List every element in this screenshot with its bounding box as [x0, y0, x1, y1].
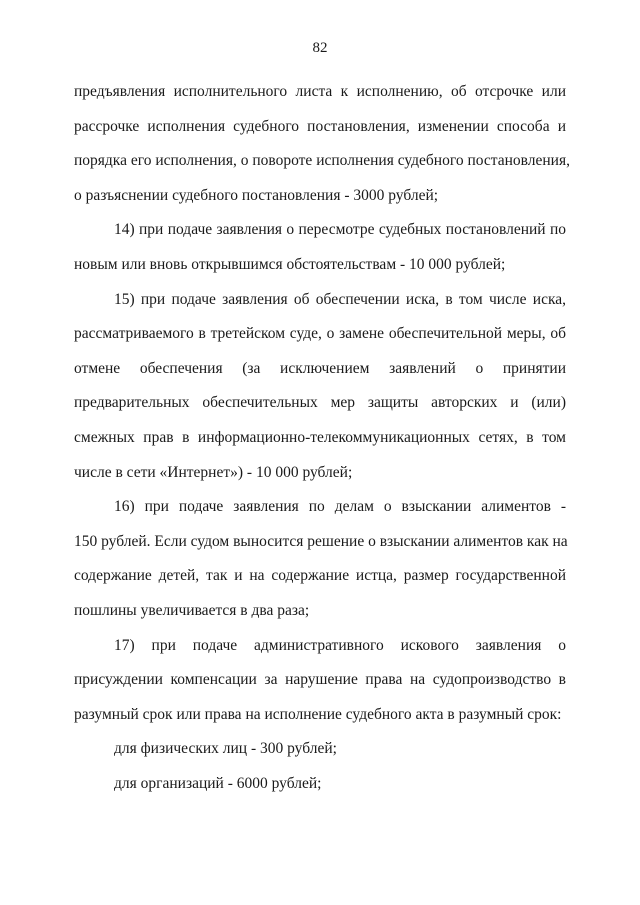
paragraph-p-17: [74, 629, 566, 733]
text-line: новым или вновь открывшимся обстоятельствам - 10 000 рублей;: [74, 255, 506, 273]
paragraph-p-17-organizations: [74, 767, 566, 802]
text-line: 150 рублей. Если судом выносится решение о взыскании алиментов как на: [74, 532, 568, 550]
text-line: содержание детей, так и на содержание истца, размер государственной: [74, 567, 566, 585]
text-line: смежных прав в информационно-телекоммуникационных сетях, в том: [74, 428, 566, 446]
text-line: для организаций - 6000 рублей;: [114, 774, 322, 792]
paragraph-p-17-individuals: [74, 732, 566, 767]
text-line: 15) при подаче заявления об обеспечении иска, в том числе иска,: [114, 290, 566, 308]
text-line: о разъяснении судебного постановления - 3000 рублей;: [74, 186, 439, 204]
text-line: предварительных обеспечительных мер защиты авторских и (или): [74, 394, 566, 412]
paragraph-p-14: [74, 213, 566, 282]
document-body: [74, 75, 570, 801]
text-line: отмене обеспечения (за исключением заявлений о принятии: [74, 359, 566, 377]
text-line: числе в сети «Интернет») - 10 000 рублей;: [74, 463, 353, 481]
text-line: присуждении компенсации за нарушение права на судопроизводство в: [74, 671, 566, 689]
paragraph-p-16: [74, 490, 566, 628]
text-line: для физических лиц - 300 рублей;: [114, 740, 337, 758]
text-line: пошлины увеличивается в два раза;: [74, 601, 310, 619]
text-line: рассрочке исполнения судебного постановления, изменении способа и: [74, 117, 566, 135]
paragraph-p-continuation: [74, 75, 570, 213]
paragraph-p-15: [74, 283, 566, 491]
text-line: порядка его исполнения, о повороте исполнения судебного постановления,: [74, 152, 570, 170]
page-number: 82: [312, 40, 328, 56]
text-line: рассматриваемого в третейском суде, о замене обеспечительной меры, об: [74, 325, 566, 343]
text-line: 17) при подаче административного искового заявления о: [114, 636, 566, 654]
text-line: разумный срок или права на исполнение судебного акта в разумный срок:: [74, 705, 562, 723]
text-line: предъявления исполнительного листа к исполнению, об отсрочке или: [74, 83, 566, 100]
text-line: 16) при подаче заявления по делам о взыскании алиментов -: [114, 498, 566, 516]
text-line: 14) при подаче заявления о пересмотре судебных постановлений по: [114, 221, 566, 239]
